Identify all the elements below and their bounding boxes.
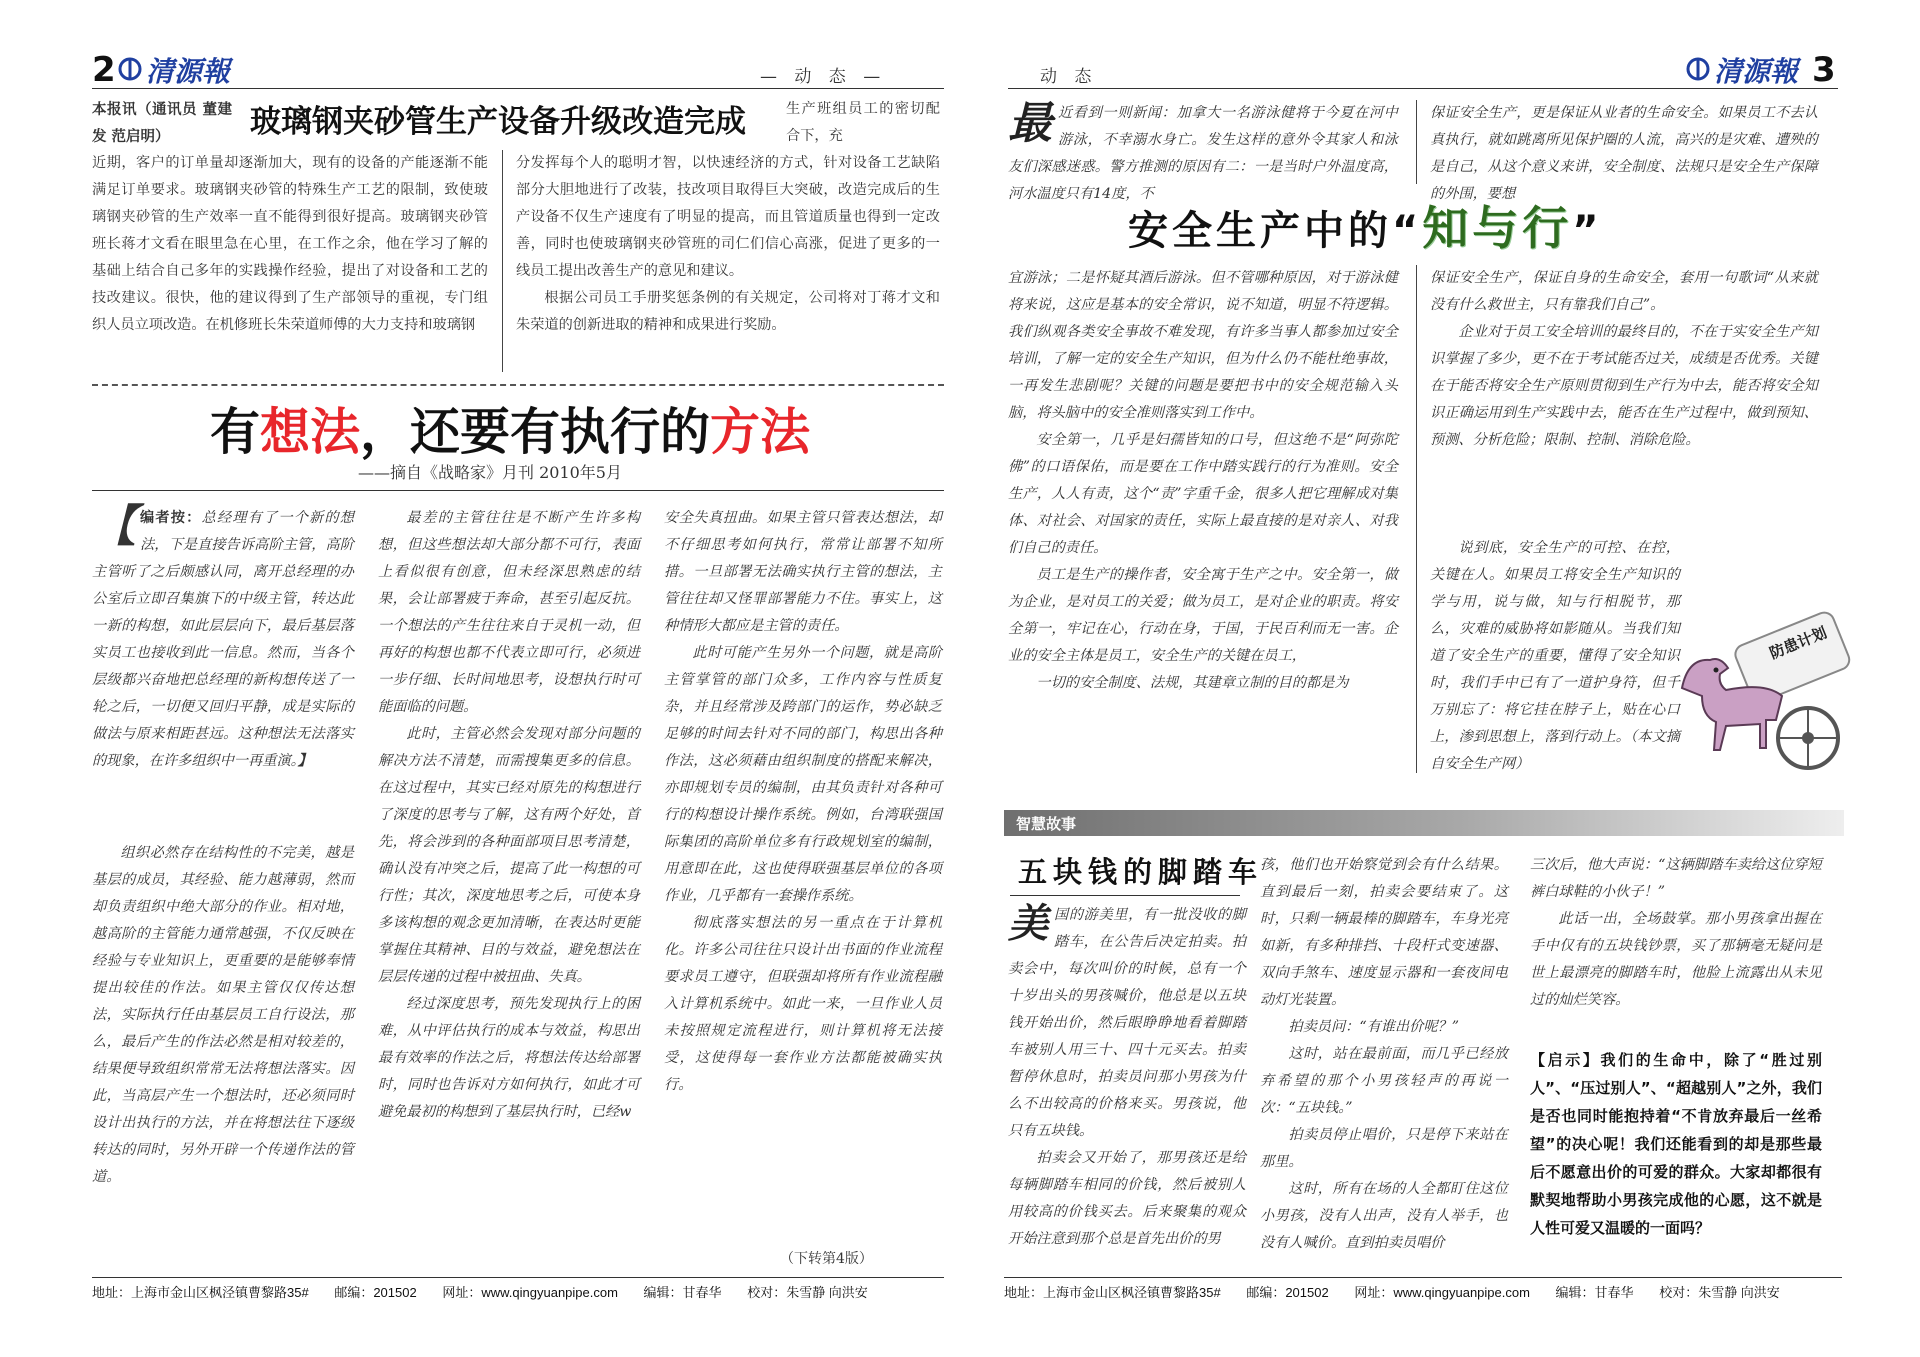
- editor-note: 【 编者按：总经理有了一个新的想法，下是直接告诉高阶主管，高阶主管听了之后颇感认同，离开总经理的办公室后立即召集旗下的中级主管，转达此一新的构想，如此层层向下，最后基层落实员工也接收到此一信息。然而，当各个层级都兴奋地把总经理的新构想传送了一轮之后，一切便又回归平静，成是实际的做法与原来相距甚远。这种想法无法落实的现象，在许多组织中一再重演。】: [92, 501, 354, 769]
- newspaper-logo: 清源報: [1714, 55, 1799, 88]
- article-title: 玻璃钢夹砂管生产设备升级改造完成: [250, 104, 746, 140]
- story-col1: 美国的游美里，有一批没收的脚踏车，在公告后决定拍卖。拍卖会中，每次叫价的时候，总有一个十岁出头的男孩喊价，他总是以五块钱开始出价，然后眼睁睁地看着脚踏车被别人用三十、四十元买去。拍卖暂停休息时，拍卖员问那小男孩为什么不出较高的价格来买。男孩说，他只有五块钱。 拍卖会又开始了，那男孩还是给每辆脚踏车相同的价钱，然后被别人用较高的价钱买去。后来聚集的观众开始注意到那个总是首先出价的男: [1008, 901, 1246, 1247]
- dropcap: 最: [1008, 98, 1052, 149]
- story-title-rule: [1010, 895, 1240, 896]
- footer-editor: 编辑：甘春华: [1555, 1285, 1634, 1300]
- section-label: 动 态: [1040, 67, 1098, 87]
- story-col2: 孩，他们也开始察觉到会有什么结果。直到最后一刻，拍卖会要结束了。这时，只剩一辆最棒的脚踏车，车身光亮如新，有多种排挡、十段杆式变速器、双向手煞车、速度显示器和一套夜间电动灯光装置。 拍卖员问：“有谁出价呢？” 这时，站在最前面，而几乎已经放弃希望的那个小男孩轻声的再说一次：“五块钱。” 拍卖员停止唱价，只是停下来站在那里。 这时，所有在场的人全都盯住这位小男孩，没有人出声，没有人举手，也没有人喊价。直到拍卖员唱价: [1260, 857, 1508, 1251]
- article-col2-para2: 根据公司员工手册奖惩条例的有关规定，公司将对丁蒋才文和朱荣道的创新进取的精神和成果进行奖励。: [516, 290, 940, 333]
- safety-col1-top: 最近看到一则新闻：加拿大一名游泳健将于今夏在河中游泳，不幸溺水身亡。发生这样的意外令其家人和泳友们深感迷惑。警方推测的原因有二：一是当时户外温度高，河水温度只有14度，不: [1008, 98, 1398, 202]
- story-moral: 【启示】我们的生命中，除了“胜过别人”、“压过别人”、“超越别人”之外，我们是否也同时能抱持着“不肯放弃最后一丝希望”的决心呢！我们还能看到的却是那些最后不愿意出价的可爱的群众。大家却都很有默契地帮助小男孩完成他的心愿，这不就是人性可爱又温暖的一面吗？: [1530, 1051, 1822, 1237]
- story-title: 五块钱的脚踏车: [1018, 855, 1264, 889]
- footer-editor: 编辑：甘春华: [643, 1285, 722, 1300]
- editor-label: 编者按：: [140, 510, 202, 526]
- header-rule: [92, 88, 944, 89]
- bracket-icon: 【: [92, 501, 136, 552]
- footer-postcode: 邮编：201502: [1246, 1285, 1329, 1300]
- page-number: 2: [92, 50, 116, 90]
- footer-proof: 校对：朱雪静 向洪安: [747, 1285, 868, 1300]
- safety-title: 安全生产中的“知与行”: [1128, 201, 1603, 255]
- footer-address: 地址：上海市金山区枫泾镇曹黎路35#: [1004, 1285, 1221, 1300]
- continued-note: （下转第4版）: [780, 1251, 873, 1267]
- footer: [92, 1282, 890, 1301]
- newspaper-logo: 清源報: [146, 55, 231, 88]
- safety-col2-top: 保证安全生产，更是保证从业者的生命安全。如果员工不去认真执行，就如跳离所见保护圈的人流，高兴的是灾难、遭殃的是自己，从这个意义来讲，安全制度、法规只是安全生产保障的外围，要想: [1430, 105, 1818, 202]
- left-page: [0, 0, 950, 1357]
- article2-col3: 安全失真扭曲。如果主管只管表达想法，却不仔细思考如何执行，常常让部署不知所措。一旦部署无法确实执行主管的想法，主管往往却又怪罪部署能力不住。事实上，这种情形大都应是主管的责任。 此时可能产生另外一个问题，就是高阶主管掌管的部门众多，工作内容与性质复杂，并且经常涉及跨部门的运作，势必缺乏足够的时间去针对不同的部门，构思出各种作法，这必须藉由组织制度的搭配来解决，亦即规划专员的编制，由其负责针对各种可行的构想设计操作系统。例如，台湾联强国际集团的高阶单位多有行政规划室的编制，用意即在此，这也使得联强基层单位的各项作业，几乎都有一套操作系统。 彻底落实想法的另一重点在于计算机化。许多公司往往只设计出书面的作业流程要求员工遵守，但联强却将所有作业流程融入计算机系统中。如此一来，一旦作业人员未按照规定流程进行，则计算机将无法接受，这使得每一套作业方法都能被确实执行。: [664, 510, 942, 1093]
- article2-title: 有想法，还要有执行的方法: [210, 403, 810, 461]
- moral-label: 【启示】: [1530, 1051, 1601, 1069]
- section-label: — 动 态 —: [760, 67, 887, 87]
- column-divider: [502, 150, 503, 372]
- page-number: 3: [1812, 50, 1836, 90]
- logo-icon: [1686, 57, 1710, 81]
- article-col2: [516, 150, 940, 376]
- article-byline: 本报讯（通讯员 董建发 范启明）: [92, 101, 232, 145]
- footer-proof: 校对：朱雪静 向洪安: [1659, 1285, 1780, 1300]
- footer-rule: [92, 1277, 944, 1278]
- column-divider: [1416, 100, 1417, 184]
- cartoon-label: 防患计划: [1767, 623, 1830, 663]
- footer: [1004, 1282, 1802, 1301]
- article-col2-para1: 分发挥每个人的聪明才智，以快速经济的方式，针对设备工艺缺陷部分大胆地进行了改装，技改项目取得巨大突破，改造完成后的生产设备不仅生产速度有了明显的提高，而且管道质量也得到一定改善，同时也使玻璃钢夹砂管班的司仁们信心高涨，促进了更多的一线员工提出改善生产的意见和建议。: [516, 155, 940, 279]
- footer-postcode: 邮编：201502: [334, 1285, 417, 1300]
- footer-website: 网址：www.qingyuanpipe.com: [442, 1285, 618, 1300]
- footer-website: 网址：www.qingyuanpipe.com: [1354, 1285, 1530, 1300]
- trojan-horse-cannon-illustration: [1660, 610, 1850, 780]
- story-dropcap: 美: [1008, 901, 1048, 947]
- article2-source: ——摘自《战略家》月刊 2010年5月: [358, 463, 622, 482]
- dashed-separator: [92, 384, 944, 386]
- article-col1: 近期，客户的订单量却逐渐加大，现有的设备的产能逐渐不能满足订单要求。玻璃钢夹砂管的特殊生产工艺的限制，致使玻璃钢夹砂管的生产效率一直不能得到很好提高。玻璃钢夹砂管班长蒋才文看在眼里急在心里，在工作之余，他在学习了解的基础上结合自己多年的实践操作经验，提出了对设备和工艺的技改建议。很快，他的建议得到了生产部领导的重视，专门组织人员立项改造。在机修班长朱荣道师傅的大力支持和玻璃钢: [92, 155, 488, 333]
- title-rule: [92, 490, 944, 491]
- safety-col1: 宜游泳；二是怀疑其酒后游泳。但不管哪种原因，对于游泳健将来说，这应是基本的安全常识，说不知道，明显不符逻辑。我们纵观各类安全事故不难发现，有许多当事人都参加过安全培训，了解一定的安全生产知识，但为什么仍不能杜绝事故，一再发生悲剧呢？关键的问题是要把书中的安全规范输入头脑，将头脑中的安全准则落实到工作中。 安全第一，几乎是妇孺皆知的口号，但这绝不是“阿弥陀佛”的口语保佑，而是要在工作中踏实践行的行为准则。安全生产，人人有责，这个“责”字重千金，很多人把它理解成对集体、对社会、对国家的责任，实际上最直接的是对亲人、对我们自己的责任。 员工是生产的操作者，安全寓于生产之中。安全第一，做为企业，是对员工的关爱；做为员工，是对企业的职责。将安全第一，牢记在心，行动在身，于国，于民百利而无一害。企业的安全主体是员工，安全生产的关键在员工， 一切的安全制度、法规，其建章立制的目的都是为: [1008, 270, 1398, 691]
- header-rule: [1008, 88, 1838, 89]
- editor-note-text: 总经理有了一个新的想法，下是直接告诉高阶主管，高阶主管听了之后颇感认同，离开总经理的办公室后立即召集旗下的中级主管，转达此一新的构想，如此层层向下，最后基层落实员工也接收到此一信息。然而，当各个层级都兴奋地把总经理的新构想传送了一轮之后，一切便又回归平静，成是实际的做法与原来相距甚远。这种想法无法落实的现象，在许多组织中一再重演。: [92, 510, 354, 769]
- logo-icon: [118, 57, 142, 81]
- article2-col2: 最差的主管往往是不断产生许多构想，但这些想法却大部分都不可行，表面上看似很有创意，但未经深思熟虑的结果，会让部署疲于奔命，甚至引起反抗。一个想法的产生往往来自于灵机一动，但再好的构想也都不代表立即可行，必须进一步仔细、长时间地思考，设想执行时可能面临的问题。 此时，主管必然会发现对部分问题的解决方法不清楚，而需搜集更多的信息。在这过程中，其实已经对原先的构想进行了深度的思考与了解，这有两个好处，首先，将会涉到的各种面部项目思考清楚，确认没有冲突之后，提高了此一构想的可行性；其次，深度地思考之后，可使本身多该构想的观念更加清晰，在表达时更能掌握住其精神、目的与效益，避免想法在层层传递的过程中被扭曲、失真。 经过深度思考，预先发现执行上的困难，从中评估执行的成本与效益，构思出最有效率的作法之后，将想法传达给部署时，同时也告诉对方如何执行，如此才可避免最初的构想到了基层执行时，已经w: [378, 510, 640, 1120]
- article-col2-head: 生产班组员工的密切配合下，充: [786, 101, 940, 144]
- story-col3: 三次后，他大声说：“这辆脚踏车卖给这位穿短裤白球鞋的小伙子！” 此话一出，全场鼓掌。那小男孩拿出握在手中仅有的五块钱钞票，买了那辆毫无疑问是世上最漂亮的脚踏车时，他脸上流露出从未见过的灿烂笑容。: [1530, 857, 1822, 1008]
- safety-col2-bottom: 说到底，安全生产的可控、在控，关键在人。如果员工将安全生产知识的学与用，说与做，知与行相脱节，那么，灾难的威胁将如影随从。当我们知道了安全生产的重要，懂得了安全知识时，我们手中已有了一道护身符，但千万别忘了：将它挂在脖子上，贴在心口上，渗到思想上，落到行动上。（本文摘自安全生产网）: [1430, 540, 1680, 772]
- section-bar: [1004, 810, 1844, 836]
- column-divider: [1416, 265, 1417, 773]
- right-page: [960, 0, 1920, 1357]
- footer-rule: [1004, 1277, 1842, 1278]
- safety-col2: 保证安全生产，保证自身的生命安全，套用一句歌词“从来就没有什么救世主，只有靠我们自己”。 企业对于员工安全培训的最终目的，不在于实安全生产知识掌握了多少，更不在于考试能否过关，成绩是否优秀。关键在于能否将安全生产原则贯彻到生产行为中去，能否将安全知识正确运用到生产实践中去，能否在生产过程中，做到预知、预测、分析危险；限制、控制、消除危险。: [1430, 270, 1818, 448]
- section-bar-label: 智慧故事: [1016, 815, 1077, 833]
- article2-col1: 组织必然存在结构性的不完美，越是基层的成员，其经验、能力越薄弱，然而却负责组织中绝大部分的作业。相对地，越高阶的主管能力通常越强，不仅反映在经验与专业知识上，更重要的是能够奉情提出较佳的作法。如果主管仅仅传达想法，实际执行任由基层员工自行设法，那么，最后产生的作法必然是相对较差的，结果便导致组织常常无法将想法落实。因此，当高层产生一个想法时，还必须同时设计出执行的方法，并在将想法往下逐级转达的同时，另外开辟一个传递作法的管道。: [92, 845, 354, 1185]
- footer-address: 地址：上海市金山区枫泾镇曹黎路35#: [92, 1285, 309, 1300]
